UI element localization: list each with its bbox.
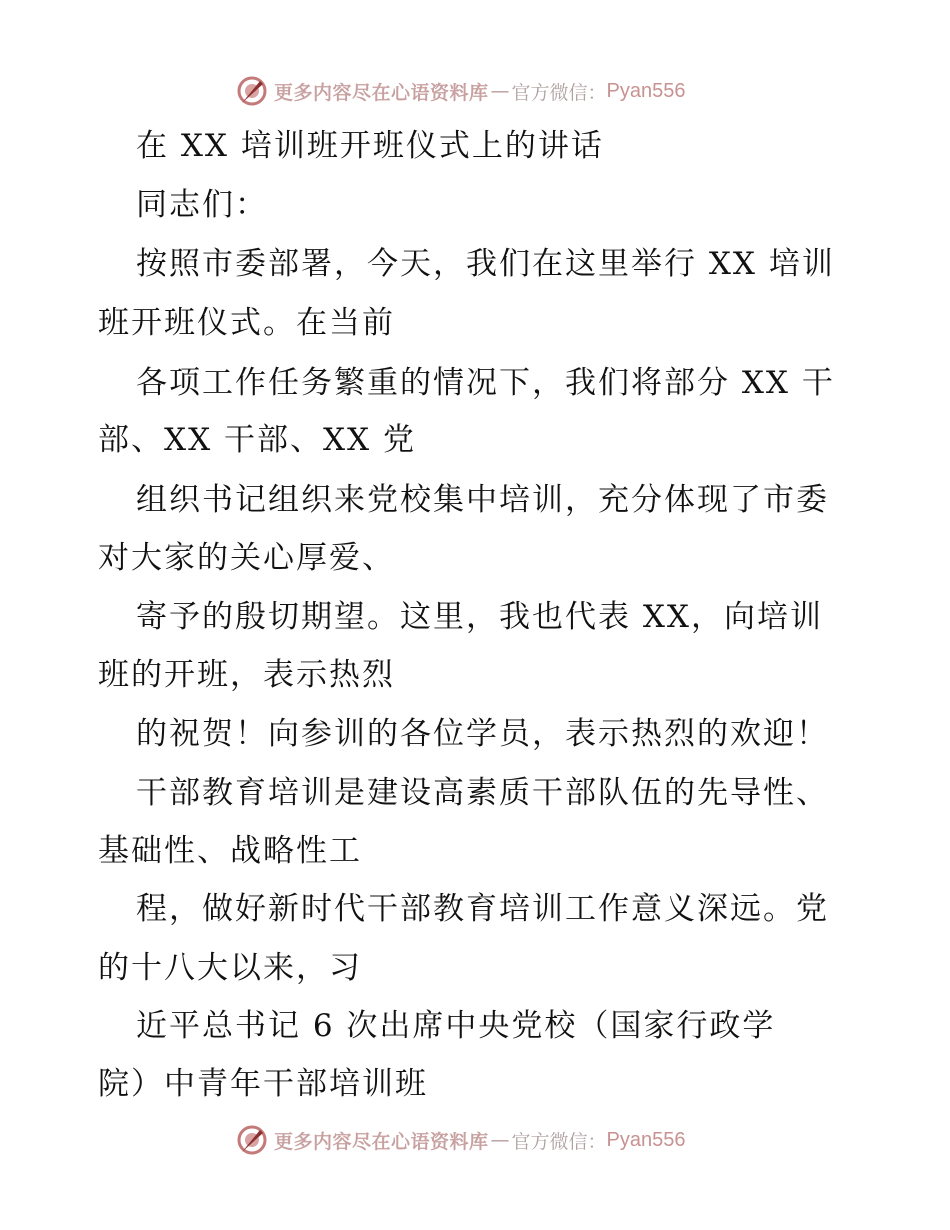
paragraph-line: 近平总书记 6 次出席中央党校（国家行政学 — [136, 1008, 776, 1044]
watermark-wechat-id: Pyan556 — [606, 79, 686, 102]
watermark-wechat-label: 官方微信： — [511, 1130, 607, 1153]
paragraph-line: 按照市委部署，今天，我们在这里举行 XX 培训 — [136, 246, 835, 282]
paragraph-line: 干部教育培训是建设高素质干部队伍的先导性、 — [136, 775, 829, 811]
quill-logo-icon — [236, 75, 268, 107]
watermark-separator: — — [490, 80, 510, 102]
salutation: 同志们： — [136, 187, 268, 223]
document-title: 在 XX 培训班开班仪式上的讲话 — [136, 128, 604, 164]
header-watermark — [236, 74, 686, 108]
watermark-main-text: 更多内容尽在心语资料库 — [274, 1130, 489, 1153]
paragraph-line: 对大家的关心厚爱、 — [98, 540, 395, 576]
paragraph-line: 部、XX 干部、XX 党 — [98, 422, 416, 458]
paragraph-line: 程，做好新时代干部教育培训工作意义深远。党 — [136, 891, 829, 927]
paragraph-line: 班开班仪式。在当前 — [98, 305, 395, 341]
watermark-separator: — — [490, 1129, 510, 1151]
watermark-wechat-label: 官方微信： — [511, 81, 607, 104]
paragraph-line: 班的开班，表示热烈 — [98, 657, 395, 693]
paragraph-line: 院）中青年干部培训班 — [98, 1066, 428, 1102]
watermark-wechat-id: Pyan556 — [606, 1128, 686, 1151]
paragraph-line: 组织书记组织来党校集中培训，充分体现了市委 — [136, 482, 829, 518]
paragraph-line: 各项工作任务繁重的情况下，我们将部分 XX 干 — [136, 365, 835, 401]
watermark-main-text: 更多内容尽在心语资料库 — [274, 81, 489, 104]
paragraph-line: 的祝贺！向参训的各位学员，表示热烈的欢迎！ — [136, 716, 829, 752]
paragraph-line: 基础性、战略性工 — [98, 833, 362, 869]
footer-watermark — [236, 1123, 686, 1157]
quill-logo-icon — [236, 1124, 268, 1156]
paragraph-line: 寄予的殷切期望。这里，我也代表 XX，向培训 — [136, 599, 823, 635]
paragraph-line: 的十八大以来，习 — [98, 950, 362, 986]
